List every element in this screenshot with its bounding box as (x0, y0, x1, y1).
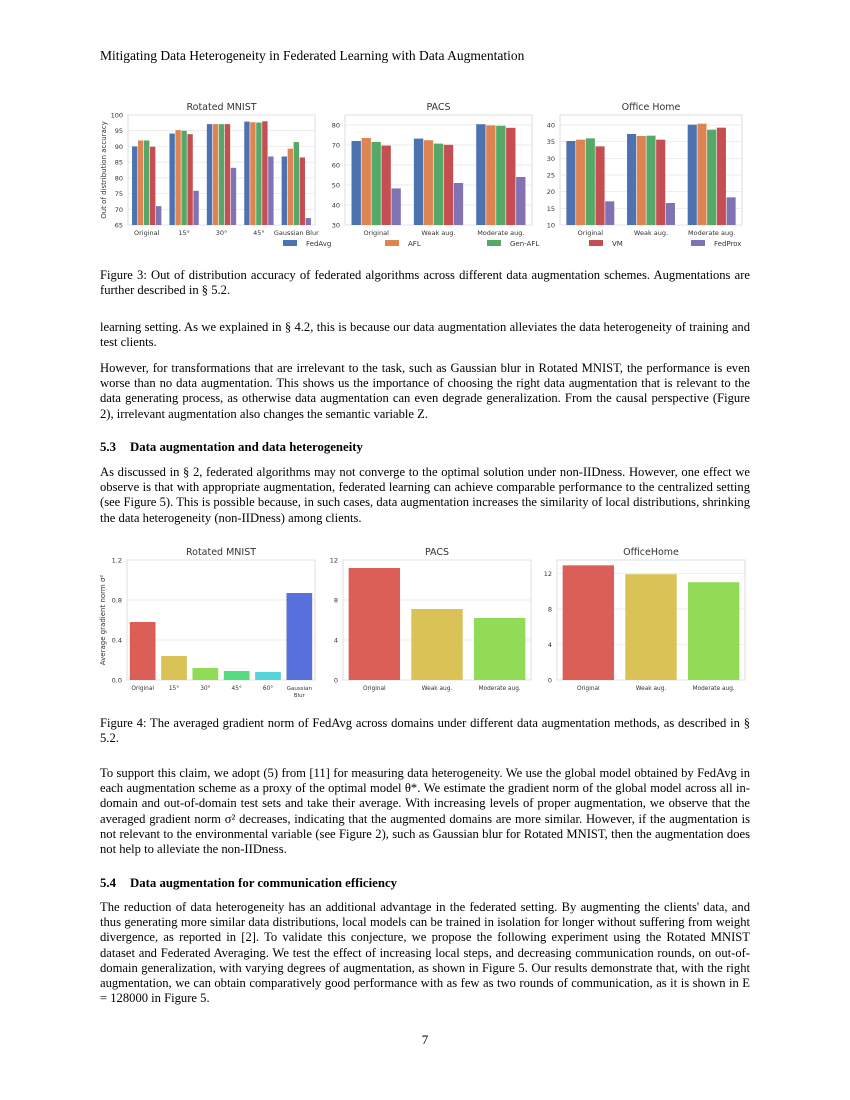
bar-fedprox (454, 183, 463, 225)
y-tick-label: 1.2 (111, 556, 122, 565)
bar-afl (250, 122, 255, 225)
bar (411, 609, 462, 680)
x-tick-label: 45° (231, 686, 242, 692)
y-tick-label: 12 (329, 556, 338, 565)
bar-fedavg (207, 124, 212, 225)
bar-fedavg (132, 146, 137, 225)
y-tick-label: 50 (331, 181, 340, 190)
chart-title: Rotated MNIST (186, 102, 257, 113)
bar-fedprox (268, 156, 273, 225)
bar-vm (656, 140, 665, 225)
bar-fedavg (627, 134, 636, 225)
bar-fedavg (476, 124, 485, 225)
y-tick-label: 10 (546, 221, 555, 230)
bar-afl (576, 140, 585, 225)
legend-swatch (385, 240, 399, 246)
bar-fedprox (727, 197, 736, 225)
x-tick-label: Moderate aug. (478, 686, 521, 692)
bar (161, 656, 187, 680)
bar-gen-afl (586, 138, 595, 225)
y-tick-label: 70 (114, 205, 123, 214)
chart-title: Office Home (621, 102, 681, 113)
figure-3 (95, 98, 755, 258)
bar-vm (262, 121, 267, 225)
y-tick-label: 0 (333, 676, 338, 685)
legend-swatch (487, 240, 501, 246)
x-tick-label: Moderate aug. (688, 229, 736, 237)
bar-gen-afl (434, 144, 443, 225)
x-tick-label: Gaussian (286, 686, 312, 692)
chart-title: PACS (424, 547, 450, 558)
y-tick-label: 80 (331, 121, 340, 130)
y-tick-label: 30 (546, 154, 555, 163)
x-tick-label: Blur (293, 693, 305, 699)
y-tick-label: 40 (546, 121, 555, 130)
paragraph: learning setting. As we explained in § 4.2, this is because our data augmentation alleviates the data heterogeneity of training and test clients. (100, 320, 750, 350)
bar-gen-afl (371, 142, 380, 225)
y-tick-label: 8 (547, 605, 552, 614)
bar (224, 671, 250, 680)
bar-gen-afl (219, 124, 224, 225)
chart-title: PACS (426, 102, 451, 113)
bar-afl (697, 124, 706, 225)
bar (349, 568, 400, 680)
y-tick-label: 0.0 (111, 676, 122, 685)
x-tick-label: Weak aug. (421, 229, 456, 237)
y-tick-label: 35 (546, 138, 555, 147)
bar-gen-afl (707, 130, 716, 225)
y-tick-label: 80 (114, 174, 123, 183)
bar-vm (150, 147, 155, 225)
bar-fedprox (516, 177, 525, 225)
bar-fedavg (566, 141, 575, 225)
section-heading-5-3 (100, 440, 363, 455)
bar (474, 618, 525, 680)
x-tick-label: Weak aug. (635, 686, 667, 692)
y-tick-label: 85 (114, 158, 123, 167)
legend-swatch (283, 240, 297, 246)
x-tick-label: 60° (262, 686, 274, 692)
paragraph: To support this claim, we adopt (5) from [11] for measuring data heterogeneity. We use the global model obtained by FedAvg in each augmentation scheme as a proxy of the optimal model θ*. We estimate the gradient norm of the global model across all in-domain and out-of-domain test sets and take their average. With increasing levels of proper augmentation, we observe that the averaged gradient norm σ² decreases, indicating that the augmented domains are more similar. However, if the augmentation is not relevant to the environmental variable (see Figure 2), such as Gaussian blur for Rotated MNIST, then the augmentation does not help to alleviate the non-IIDness. (100, 766, 750, 857)
section-title: Data augmentation for communication efficiency (130, 876, 398, 890)
bar-fedavg (244, 122, 249, 225)
y-axis-label: Out of distribution accuracy (100, 121, 108, 219)
chart-title: Rotated MNIST (185, 547, 257, 558)
bar-fedavg (414, 139, 423, 225)
bar-vm (717, 128, 726, 225)
running-head: Mitigating Data Heterogeneity in Federated Learning with Data Augmentation (100, 48, 525, 63)
y-tick-label: 4 (547, 640, 552, 649)
bar-afl (637, 136, 646, 225)
bar-fedprox (156, 206, 161, 225)
section-number: 5.4 (100, 876, 116, 890)
y-tick-label: 25 (546, 171, 555, 180)
legend-swatch (691, 240, 705, 246)
figure-3-caption: Figure 3: Out of distribution accuracy of federated algorithms across different data augmentation schemes. Augmentations are further described in § 5.2. (100, 268, 750, 298)
bar-fedprox (231, 168, 236, 225)
x-tick-label: Weak aug. (633, 229, 669, 237)
y-tick-label: 0.4 (111, 636, 122, 645)
bar-fedprox (306, 218, 311, 225)
x-tick-label: Moderate aug. (477, 229, 525, 237)
bar-fedprox (391, 188, 400, 225)
bar-vm (595, 146, 604, 225)
bar-vm (444, 145, 453, 225)
section-title: Data augmentation and data heterogeneity (130, 440, 363, 454)
y-tick-label: 0 (547, 676, 552, 685)
x-tick-label: Original (133, 229, 160, 237)
x-tick-label: Original (131, 686, 155, 692)
bar-afl (213, 124, 218, 225)
bar-fedavg (282, 156, 287, 225)
bar-gen-afl (646, 136, 655, 225)
bar-vm (187, 134, 192, 225)
y-tick-label: 75 (114, 190, 123, 199)
x-tick-label: 15° (178, 229, 190, 237)
bar-afl (362, 138, 371, 225)
y-tick-label: 0.8 (111, 596, 122, 605)
bar (563, 565, 614, 680)
y-tick-label: 30 (331, 221, 340, 230)
legend-label: FedAvg (306, 240, 332, 248)
bar-fedavg (352, 141, 361, 225)
bar-vm (300, 157, 305, 225)
paragraph: However, for transformations that are irrelevant to the task, such as Gaussian blur in Rotated MNIST, the performance is even worse than no data augmentation. This shows us the importance of choosing the right data augmentation that is relevant to the data generating process, as otherwise data augmentation can even degrade generalization. From the causal perspective (Figure 2), irrelevant augmentation also changes the semantic variable Z. (100, 361, 750, 421)
y-tick-label: 12 (543, 569, 552, 578)
bar-vm (381, 146, 390, 225)
bar-gen-afl (256, 123, 261, 225)
bar-afl (175, 130, 180, 225)
x-tick-label: Weak aug. (421, 686, 453, 692)
y-tick-label: 20 (546, 188, 555, 197)
legend-label: AFL (408, 240, 421, 248)
paragraph: As discussed in § 2, federated algorithms may not converge to the optimal solution under non-IIDness. However, one effect we observe is that with appropriate augmentation, federated learning can achieve comparable performance to the centralized setting (see Figure 5). This is possible because, in such cases, data augmentation increases the similarity of local distributions, shrinking the data heterogeneity (non-IIDness) among clients. (100, 465, 750, 525)
bar-fedprox (605, 201, 614, 225)
bar-gen-afl (181, 131, 186, 225)
section-number: 5.3 (100, 440, 116, 454)
x-tick-label: Original (363, 229, 389, 237)
bar-fedprox (666, 203, 675, 225)
y-tick-label: 100 (110, 111, 123, 120)
x-tick-label: Gaussian Blur (273, 229, 319, 237)
chart-title: OfficeHome (623, 547, 679, 558)
legend-swatch (589, 240, 603, 246)
x-tick-label: 45° (253, 229, 265, 237)
legend-label: VM (612, 240, 623, 248)
y-tick-label: 70 (331, 141, 340, 150)
paragraph: The reduction of data heterogeneity has an additional advantage in the federated setting. By augmenting the clients' data, and thus generating more similar data distributions, local models can be trained in isolation for longer without suffering from weight divergence, as reported in [2]. To validate this conjecture, we propose the following experiment using the Rotated MNIST dataset and Federated Averaging. We test the effect of increasing local steps, and decreasing communication rounds, on out-of-domain generalization, with varying degrees of augmentation, as shown in Figure 5. Our results demonstrate that, with the right augmentation, we can obtain comparatively good performance with as few as two rounds of communication, as it is shown in E = 128000 in Figure 5. (100, 900, 750, 1006)
bar (688, 582, 739, 680)
y-tick-label: 8 (333, 596, 338, 605)
y-tick-label: 40 (331, 201, 340, 210)
y-tick-label: 65 (114, 221, 123, 230)
x-tick-label: Original (362, 686, 386, 692)
bar-vm (225, 124, 230, 225)
page-number: 7 (421, 1032, 429, 1047)
bar-vm (506, 128, 515, 225)
bar-afl (486, 125, 495, 225)
legend-label: Gen-AFL (510, 240, 540, 248)
bar (192, 668, 218, 680)
y-tick-label: 15 (546, 204, 555, 213)
bar (130, 622, 156, 680)
y-axis-label: Average gradient norm σ² (99, 574, 107, 666)
x-tick-label: Original (577, 229, 604, 237)
bar (255, 672, 281, 680)
section-heading-5-4 (100, 876, 397, 891)
bar-afl (138, 140, 143, 225)
bar-gen-afl (496, 126, 505, 225)
bar-gen-afl (294, 142, 299, 225)
legend-label: FedProx (714, 240, 742, 248)
y-tick-label: 4 (333, 636, 338, 645)
bar-fedavg (169, 134, 174, 225)
bar-fedprox (193, 191, 198, 225)
bar (625, 574, 676, 680)
y-tick-label: 95 (114, 127, 123, 136)
x-tick-label: Moderate aug. (692, 686, 735, 692)
x-tick-label: 30° (200, 686, 211, 692)
figure-4 (95, 543, 755, 708)
bar-afl (288, 149, 293, 225)
x-tick-label: 15° (168, 686, 180, 692)
figure-4-caption: Figure 4: The averaged gradient norm of FedAvg across domains under different data augmentation methods, as described in § 5.2. (100, 716, 750, 746)
y-tick-label: 60 (331, 161, 340, 170)
bar-fedavg (688, 125, 697, 225)
x-tick-label: Original (576, 686, 600, 692)
bar (286, 593, 312, 680)
x-tick-label: 30° (215, 229, 228, 237)
y-tick-label: 90 (114, 142, 123, 151)
bar-gen-afl (144, 140, 149, 225)
bar-afl (424, 140, 433, 225)
